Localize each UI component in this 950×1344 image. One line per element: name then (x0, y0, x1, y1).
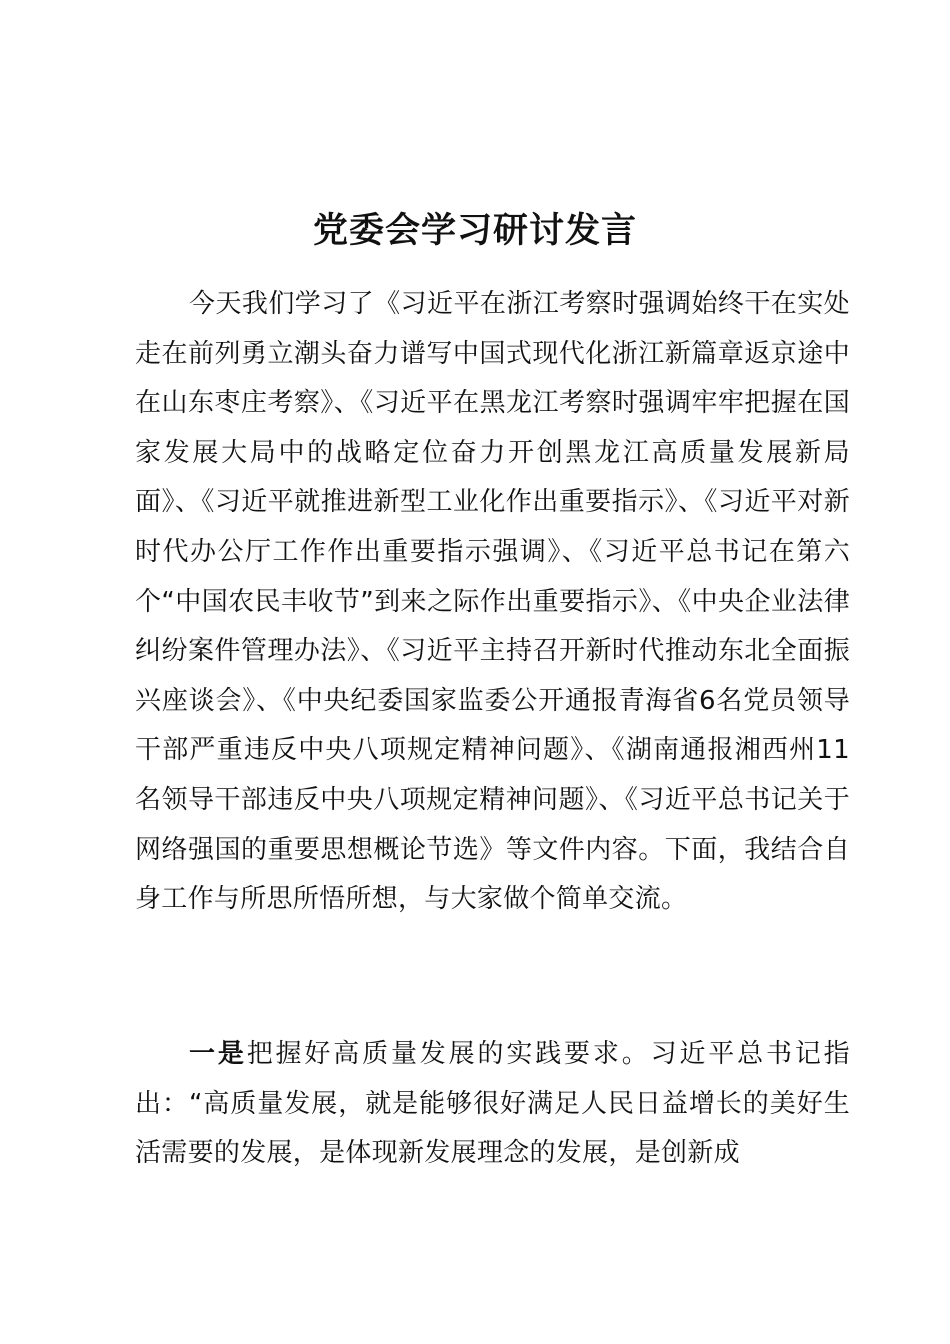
paragraph-intro (135, 280, 850, 925)
paragraph-intro-text: 今天我们学习了《习近平在浙江考察时强调始终干在实处走在前列勇立潮头奋力谱写中国式现代化浙江新篇章返京途中在山东枣庄考察》、《习近平在黑龙江考察时强调牢牢把握在国家发展大局中的战略定位奋力开创黑龙江高质量发展新局面》、《习近平就推进新型工业化作出重要指示》、《习近平对新时代办公厅工作作出重要指示强调》、《习近平总书记在第六个“中国农民丰收节”到来之际作出重要指示》、《中央企业法律纠纷案件管理办法》、《习近平主持召开新时代推动东北全面振兴座谈会》、《中央纪委国家监委公开通报青海省6名党员领导干部严重违反中央八项规定精神问题》、《湖南通报湘西州11名领导干部违反中央八项规定精神问题》、《习近平总书记关于网络强国的重要思想概论节选》等文件内容。下面，我结合自身工作与所思所悟所想，与大家做个简单交流。 (135, 289, 850, 915)
paragraph-point-one-lead: 一是 (189, 1039, 247, 1069)
document-title: 党委会学习研讨发言 (312, 211, 637, 251)
paragraph-point-one (135, 1030, 850, 1179)
paragraph-point-one-text: 把握好高质量发展的实践要求。习近平总书记指出：“高质量发展，就是能够很好满足人民日益增长的美好生活需要的发展，是体现新发展理念的发展，是创新成 (135, 1039, 850, 1169)
